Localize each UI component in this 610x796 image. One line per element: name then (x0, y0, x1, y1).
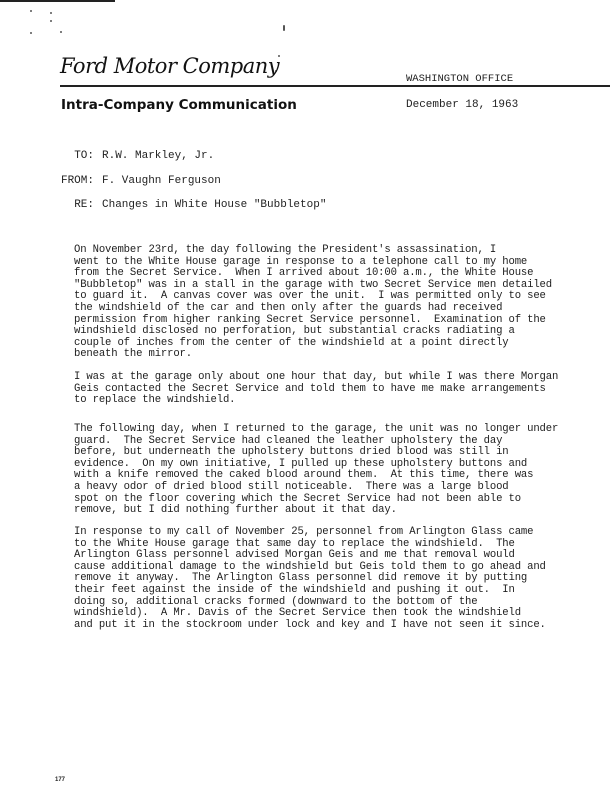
scan-edge-line (0, 0, 115, 2)
re-row (34, 199, 434, 213)
office-label: WASHINGTON OFFICE (406, 73, 514, 85)
page-number: 177 (55, 777, 66, 783)
to-value: R.W. Markley, Jr. (102, 150, 215, 162)
from-label: FROM: (60, 175, 94, 187)
re-label: RE: (74, 199, 94, 211)
form-title: Intra-Company Communication (61, 97, 297, 113)
letterhead-rule (60, 85, 610, 87)
memo-date: December 18, 1963 (406, 99, 519, 111)
from-row (34, 175, 334, 189)
body-paragraph: The following day, when I returned to the garage, the unit was no longer under guard. The Secret Service had cleaned the leather upholstery the day before, but underneath the upholstery buttons dried blood was still in evidence. On my own initiative, I pulled up these upholstery buttons and with a knife removed the caked blood around them. At this time, there was a heavy odor of dried blood still noticeable. There was a large blood spot on the floor covering which the Secret Service had not been able to remove, but I did nothing further about it that day. (74, 423, 559, 517)
scan-speck (283, 25, 285, 31)
from-value: F. Vaughn Ferguson (102, 175, 221, 187)
scan-speck (60, 31, 62, 33)
scan-speck (30, 32, 32, 34)
body-paragraph: On November 23rd, the day following the President's assassination, I went to the White House garage in response to a telephone call to my home from the Secret Service. When I arrived about 10:00 a.m., the White House "Bubbletop" was in a stall in the garage with two Secret Service men detailed to guard it. A canvas cover was over the unit. I was permitted only to see the windshield of the car and then only after the guards had received permission from higher ranking Secret Service personnel. Examination of the windshield disclosed no perforation, but substantial cracks radiating a couple of inches from the center of the windshield at a point directly beneath the mirror. (74, 244, 552, 361)
to-row (34, 150, 334, 164)
to-label: TO: (74, 150, 94, 162)
scan-speck (50, 12, 52, 14)
body-paragraph: I was at the garage only about one hour that day, but while I was there Morgan Geis contacted the Secret Service and told them to have me make arrangements to replace the windshield. (74, 371, 559, 407)
re-value: Changes in White House "Bubbletop" (102, 199, 327, 211)
company-logo: Ford Motor Company (60, 54, 280, 78)
scan-speck (30, 10, 32, 12)
body-paragraph: In response to my call of November 25, personnel from Arlington Glass came to the White House garage that same day to replace the windshield. The Arlington Glass personnel advised Morgan Geis and me that removal would cause additional damage to the windshield but Geis told them to go ahead and remove it anyway. The Arlington Glass personnel did remove it by putting their feet against the inside of the windshield and pushing it out. In doing so, additional cracks formed (downward to the bottom of the windshield). A Mr. Davis of the Secret Service then took the windshield and put it in the stockroom under lock and key and I have not seen it since. (74, 526, 546, 631)
scan-speck (50, 20, 52, 22)
